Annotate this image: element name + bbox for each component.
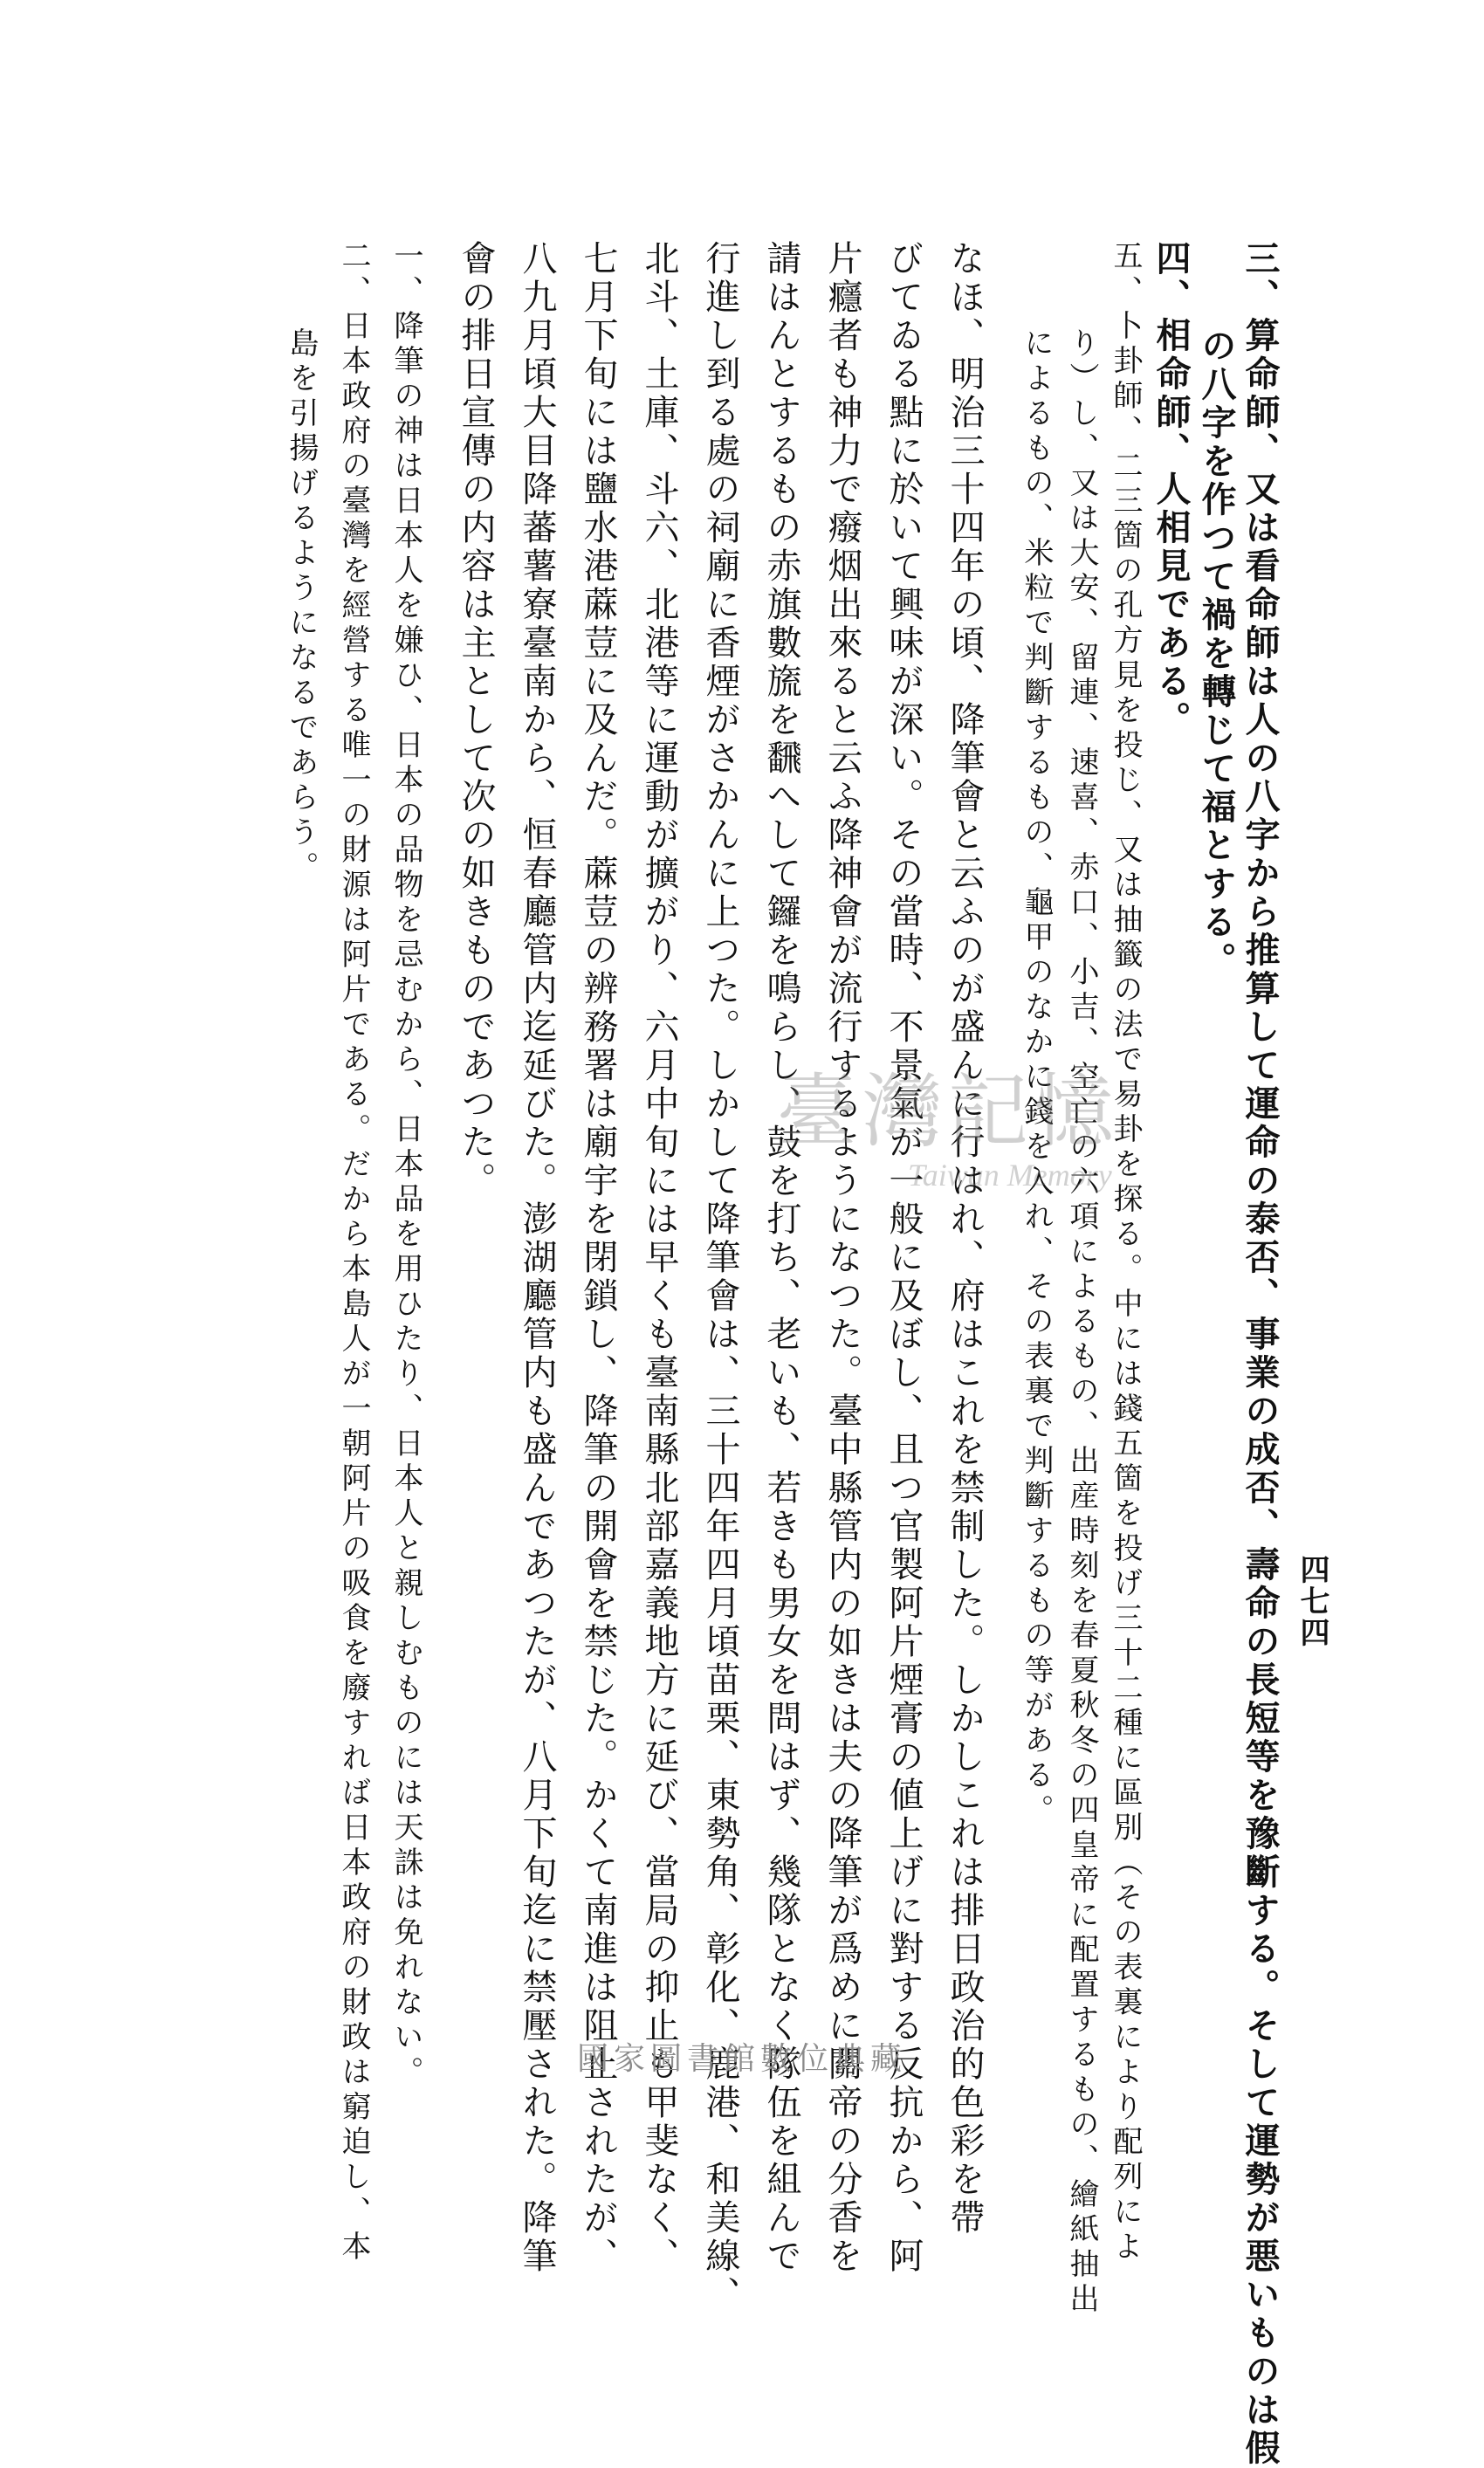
text-column-8: びてゐる點に於いて興味が深い。その當時、不景氣が一般に及ぼし、且つ官製阿片煙膏の値上げに對する反抗から、阿 — [883, 240, 924, 2276]
text-column-7: なほ、明治三十四年の頃、降筆會と云ふのが盛んに行はれ、府はこれを禁制した。しかしこれは排日政治的色彩を帶 — [945, 240, 985, 2238]
text-column-17: 二、日本政府の臺灣を經營する唯一の財源は阿片である。だから本島人が一朝阿片の吸食を廢すれば日本政府の財政は窮迫し、本 — [336, 240, 371, 2265]
text-column-18: 島を引揚げるようになるであらう。 — [284, 327, 319, 886]
watermark-title: 臺灣記憶 — [777, 1065, 1120, 1158]
text-column-4: 五、卜卦師、二三箇の孔方見を投じ、又は抽籤の法で易卦を探る。中には錢五箇を投げ三十二種に區別（その表裏により配列によ — [1108, 240, 1143, 2265]
text-column-16: 一、降筆の神は日本人を嫌ひ、日本の品物を忌むから、日本品を用ひたり、日本人と親しむものには天誅は免れない。 — [388, 240, 423, 2091]
text-column-2: の八字を作つて禍を轉じて福とする。 — [1196, 327, 1237, 980]
text-column-13: 七月下旬には鹽水港蔴荳に及んだ。蔴荳の辨務署は廟宇を閉鎖し、降筆の開會を禁じた。かくて南進は阻止されたが、 — [578, 240, 618, 2276]
text-column-14: 八九月頃大目降蕃薯寮臺南から、恒春廳管内迄延びた。澎湖廳管内も盛んであつたが、八月下旬迄に禁壓された。降筆 — [517, 240, 557, 2276]
page-number: 四七四 — [1295, 1554, 1329, 1648]
text-column-5: り）し、又は大安、留連、速喜、赤口、小吉、空亡の六項によるもの、出産時刻を春夏秋冬の四皇帝に配置するもの、繪紙抽出 — [1064, 327, 1099, 2318]
text-column-11: 行進し到る處の祠廟に香煙がさかんに上つた。しかして降筆會は、三十四年四月頃苗栗、東勢角、彰化、鹿港、和美線、 — [700, 240, 740, 2314]
text-column-12: 北斗、土庫、斗六、北港等に運動が擴がり、六月中旬には早くも臺南縣北部嘉義地方に延び、當局の抑止も甲斐なく、 — [639, 240, 679, 2276]
watermark-subtitle: Taiwan Memory — [908, 1158, 1112, 1193]
text-column-3: 四、相命師、人相見である。 — [1151, 240, 1192, 739]
library-footer: 國家圖書館數位典藏 — [576, 2041, 907, 2077]
text-column-9: 片癮者も神力で癈烟出來ると云ふ降神會が流行するようになつた。臺中縣管内の如きは夫の降筆が爲めに關帝の分香を — [822, 240, 862, 2276]
text-column-15: 會の排日宣傳の内容は主として次の如きものであつた。 — [456, 240, 496, 1200]
text-column-10: 請はんとするもの赤旗數旒を飜へして鑼を鳴らし、鼓を打ち、老いも、若きも男女を問はず、幾隊となく隊伍を組んで — [761, 240, 801, 2276]
text-column-1: 三、算命師、又は看命師は人の八字から推算して運命の泰否、事業の成否、壽命の長短等を豫斷する。そして運勢が悪いものは假 — [1240, 240, 1281, 2468]
taiwan-memory-watermark — [742, 1048, 1231, 1205]
text-column-6: によるもの、米粒で判斷するもの、龜甲のなかに錢を入れ、その表裏で判斷するもの等がある。 — [1019, 327, 1054, 1829]
